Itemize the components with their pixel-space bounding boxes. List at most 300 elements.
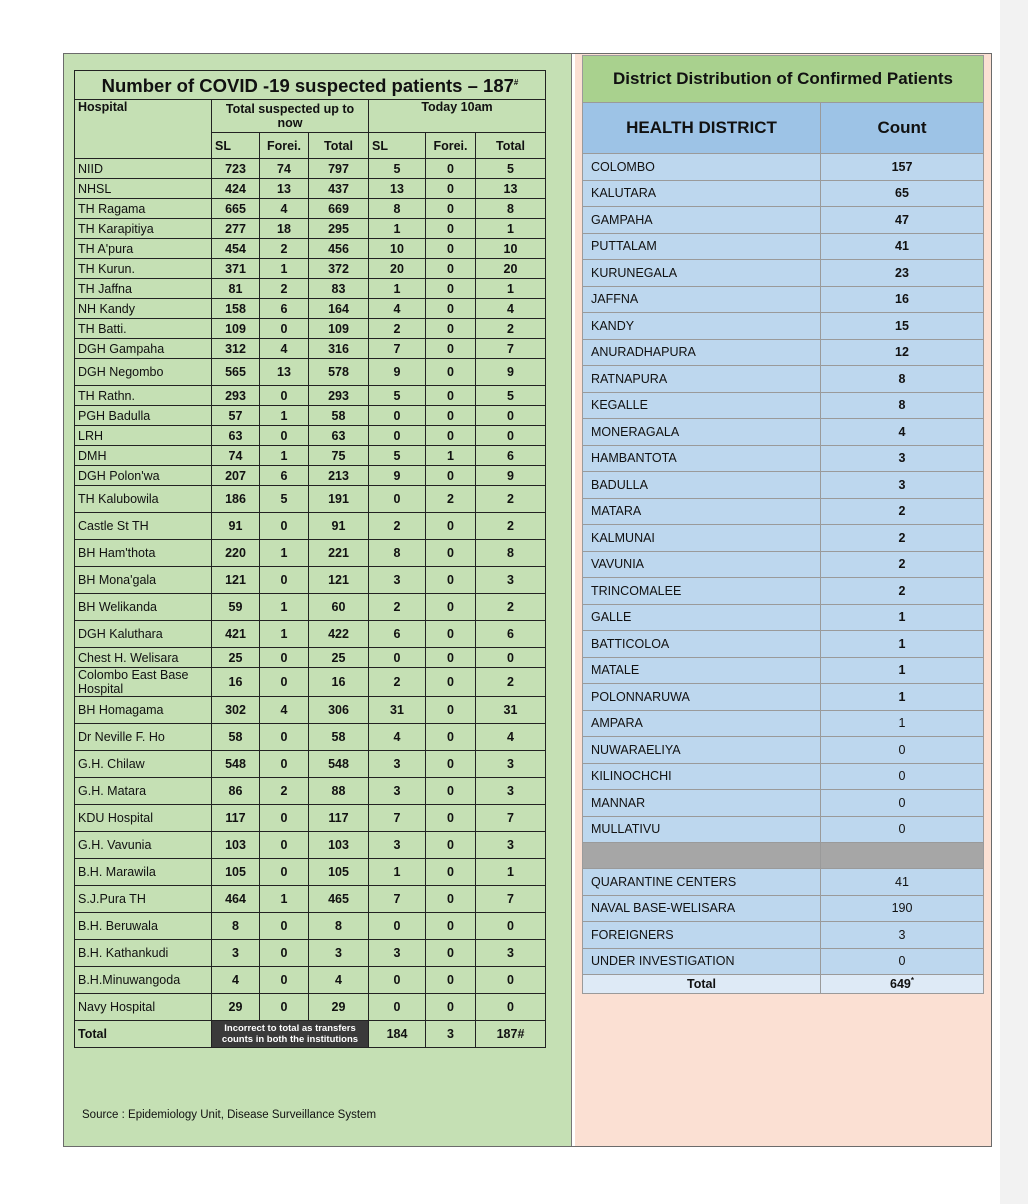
district-row xyxy=(583,286,984,313)
hospital-name: TH Rathn. xyxy=(75,386,212,406)
count-cell: 4 xyxy=(260,697,309,724)
hospital-name: Navy Hospital xyxy=(75,994,212,1021)
count-cell: 0 xyxy=(426,940,476,967)
district-name: AMPARA xyxy=(583,710,821,737)
count-cell: 1 xyxy=(369,859,426,886)
count-cell: 2 xyxy=(260,239,309,259)
count-cell: 1 xyxy=(369,219,426,239)
count-cell: 306 xyxy=(309,697,369,724)
district-count: 8 xyxy=(821,392,984,419)
hospital-row xyxy=(75,199,546,219)
count-cell: 7 xyxy=(369,339,426,359)
count-cell: 6 xyxy=(476,446,546,466)
count-cell: 3 xyxy=(309,940,369,967)
count-cell: 0 xyxy=(260,648,309,668)
count-cell: 0 xyxy=(426,199,476,219)
count-cell: 424 xyxy=(212,179,260,199)
count-cell: 293 xyxy=(212,386,260,406)
district-row xyxy=(583,339,984,366)
count-cell: 0 xyxy=(476,994,546,1021)
count-cell: 109 xyxy=(212,319,260,339)
count-cell: 422 xyxy=(309,621,369,648)
count-cell: 4 xyxy=(369,724,426,751)
count-cell: 1 xyxy=(260,886,309,913)
district-count: 3 xyxy=(821,472,984,499)
count-cell: 8 xyxy=(476,540,546,567)
count-cell: 1 xyxy=(476,279,546,299)
count-cell: 1 xyxy=(476,219,546,239)
district-count: 65 xyxy=(821,180,984,207)
count-cell: 221 xyxy=(309,540,369,567)
hospital-name: BH Mona'gala xyxy=(75,567,212,594)
count-cell: 0 xyxy=(426,648,476,668)
count-cell: 456 xyxy=(309,239,369,259)
count-cell: 117 xyxy=(212,805,260,832)
count-cell: 74 xyxy=(212,446,260,466)
district-name: KANDY xyxy=(583,313,821,340)
hospital-name: TH Karapitiya xyxy=(75,219,212,239)
district-count: 12 xyxy=(821,339,984,366)
count-cell: 2 xyxy=(476,513,546,540)
district-row xyxy=(583,498,984,525)
district-distribution-table xyxy=(582,55,984,994)
district-row xyxy=(583,313,984,340)
count-cell: 372 xyxy=(309,259,369,279)
district-name: FOREIGNERS xyxy=(583,922,821,949)
count-cell: 6 xyxy=(369,621,426,648)
count-cell: 2 xyxy=(369,319,426,339)
separator-cell xyxy=(821,843,984,869)
hospital-name: BH Ham'thota xyxy=(75,540,212,567)
district-name: NUWARAELIYA xyxy=(583,737,821,764)
count-cell: 2 xyxy=(369,668,426,697)
hospital-row xyxy=(75,832,546,859)
count-cell: 0 xyxy=(426,513,476,540)
count-cell: 10 xyxy=(369,239,426,259)
district-count: 16 xyxy=(821,286,984,313)
district-count: 0 xyxy=(821,737,984,764)
hospital-row xyxy=(75,751,546,778)
count-cell: 0 xyxy=(260,832,309,859)
district-name: NAVAL BASE-WELISARA xyxy=(583,895,821,922)
district-row xyxy=(583,419,984,446)
hospital-row xyxy=(75,967,546,994)
count-cell: 464 xyxy=(212,886,260,913)
count-cell: 16 xyxy=(212,668,260,697)
count-cell: 0 xyxy=(260,386,309,406)
district-name: BADULLA xyxy=(583,472,821,499)
count-cell: 9 xyxy=(369,359,426,386)
sub-header-cell: SL xyxy=(212,133,260,159)
count-cell: 1 xyxy=(260,259,309,279)
hospital-row xyxy=(75,426,546,446)
count-cell: 1 xyxy=(260,406,309,426)
district-count: 2 xyxy=(821,525,984,552)
district-row xyxy=(583,737,984,764)
count-cell: 9 xyxy=(369,466,426,486)
count-cell: 2 xyxy=(476,319,546,339)
today-group-header: Today 10am xyxy=(369,100,546,133)
count-cell: 0 xyxy=(426,967,476,994)
district-name: VAVUNIA xyxy=(583,551,821,578)
count-cell: 9 xyxy=(476,359,546,386)
hospital-name: Dr Neville F. Ho xyxy=(75,724,212,751)
count-cell: 316 xyxy=(309,339,369,359)
count-cell: 548 xyxy=(309,751,369,778)
count-cell: 63 xyxy=(212,426,260,446)
count-cell: 2 xyxy=(426,486,476,513)
hospital-name: B.H. Beruwala xyxy=(75,913,212,940)
hospital-name: BH Homagama xyxy=(75,697,212,724)
hospital-row xyxy=(75,940,546,967)
hospital-row xyxy=(75,859,546,886)
count-cell: 5 xyxy=(369,159,426,179)
district-name: BATTICOLOA xyxy=(583,631,821,658)
district-count: 8 xyxy=(821,366,984,393)
sub-header-cell: SL xyxy=(369,133,426,159)
count-cell: 1 xyxy=(369,279,426,299)
count-cell: 83 xyxy=(309,279,369,299)
count-cell: 4 xyxy=(369,299,426,319)
hospital-column-header: Hospital xyxy=(75,100,212,159)
count-cell: 0 xyxy=(426,994,476,1021)
count-cell: 6 xyxy=(476,621,546,648)
hospital-name: TH Kalubowila xyxy=(75,486,212,513)
district-name: KALUTARA xyxy=(583,180,821,207)
count-cell: 3 xyxy=(476,832,546,859)
count-cell: 2 xyxy=(369,594,426,621)
count-cell: 13 xyxy=(260,359,309,386)
count-cell: 31 xyxy=(476,697,546,724)
count-cell: 13 xyxy=(369,179,426,199)
count-cell: 1 xyxy=(426,446,476,466)
district-total-label: Total xyxy=(583,975,821,994)
count-cell: 5 xyxy=(369,446,426,466)
count-cell: 0 xyxy=(369,486,426,513)
count-cell: 548 xyxy=(212,751,260,778)
hospital-row xyxy=(75,446,546,466)
hospital-name: G.H. Matara xyxy=(75,778,212,805)
hospital-name: TH Batti. xyxy=(75,319,212,339)
sub-header-cell: Forei. xyxy=(426,133,476,159)
district-row xyxy=(583,551,984,578)
count-cell: 2 xyxy=(476,668,546,697)
hospital-row xyxy=(75,299,546,319)
count-cell: 3 xyxy=(369,567,426,594)
count-cell: 0 xyxy=(426,279,476,299)
other-category-row xyxy=(583,895,984,922)
count-cell: 88 xyxy=(309,778,369,805)
district-count: 41 xyxy=(821,233,984,260)
count-cell: 2 xyxy=(476,594,546,621)
count-cell: 20 xyxy=(476,259,546,279)
count-cell: 0 xyxy=(426,594,476,621)
hospital-name: KDU Hospital xyxy=(75,805,212,832)
district-row xyxy=(583,578,984,605)
count-cell: 57 xyxy=(212,406,260,426)
hospital-row xyxy=(75,386,546,406)
count-cell: 59 xyxy=(212,594,260,621)
count-cell: 0 xyxy=(369,967,426,994)
count-cell: 7 xyxy=(369,805,426,832)
district-count: 190 xyxy=(821,895,984,922)
sub-header-cell: Total xyxy=(309,133,369,159)
hospital-name: DGH Negombo xyxy=(75,359,212,386)
district-name: GAMPAHA xyxy=(583,207,821,234)
count-cell: 0 xyxy=(426,426,476,446)
count-cell: 421 xyxy=(212,621,260,648)
count-cell: 75 xyxy=(309,446,369,466)
district-count: 1 xyxy=(821,657,984,684)
district-name: MANNAR xyxy=(583,790,821,817)
separator-row xyxy=(583,843,984,869)
hospital-row xyxy=(75,778,546,805)
count-cell: 293 xyxy=(309,386,369,406)
count-cell: 0 xyxy=(426,299,476,319)
count-cell: 0 xyxy=(476,967,546,994)
count-cell: 4 xyxy=(260,199,309,219)
count-cell: 8 xyxy=(369,199,426,219)
health-district-column-header: HEALTH DISTRICT xyxy=(583,103,821,154)
count-cell: 3 xyxy=(369,940,426,967)
district-name: TRINCOMALEE xyxy=(583,578,821,605)
hospital-name: DGH Gampaha xyxy=(75,339,212,359)
count-cell: 0 xyxy=(426,179,476,199)
count-cell: 158 xyxy=(212,299,260,319)
district-count: 1 xyxy=(821,604,984,631)
count-cell: 121 xyxy=(212,567,260,594)
district-name: ANURADHAPURA xyxy=(583,339,821,366)
district-row xyxy=(583,180,984,207)
count-cell: 0 xyxy=(426,832,476,859)
count-cell: 0 xyxy=(260,513,309,540)
count-cell: 0 xyxy=(369,994,426,1021)
count-cell: 9 xyxy=(476,466,546,486)
count-cell: 0 xyxy=(260,967,309,994)
count-cell: 0 xyxy=(426,886,476,913)
district-row xyxy=(583,710,984,737)
district-row xyxy=(583,790,984,817)
district-row xyxy=(583,366,984,393)
count-cell: 207 xyxy=(212,466,260,486)
count-cell: 0 xyxy=(426,697,476,724)
district-count: 0 xyxy=(821,763,984,790)
count-cell: 0 xyxy=(260,724,309,751)
count-cell: 81 xyxy=(212,279,260,299)
hospital-name: LRH xyxy=(75,426,212,446)
suspected-patients-table-container xyxy=(74,70,545,1048)
count-cell: 0 xyxy=(426,319,476,339)
count-cell: 1 xyxy=(260,446,309,466)
count-cell: 6 xyxy=(260,299,309,319)
count-cell: 0 xyxy=(260,940,309,967)
count-cell: 0 xyxy=(426,859,476,886)
district-name: KEGALLE xyxy=(583,392,821,419)
count-cell: 86 xyxy=(212,778,260,805)
count-cell: 4 xyxy=(476,724,546,751)
count-cell: 465 xyxy=(309,886,369,913)
count-cell: 0 xyxy=(476,913,546,940)
total-note: Incorrect to total as transfers counts in both the institutions xyxy=(212,1021,369,1048)
district-name: RATNAPURA xyxy=(583,366,821,393)
hospital-row xyxy=(75,279,546,299)
count-cell: 312 xyxy=(212,339,260,359)
count-cell: 3 xyxy=(476,567,546,594)
hospital-row xyxy=(75,668,546,697)
count-cell: 0 xyxy=(426,540,476,567)
count-cell: 13 xyxy=(260,179,309,199)
count-cell: 0 xyxy=(260,319,309,339)
sub-header-cell: Forei. xyxy=(260,133,309,159)
district-total-value: 649* xyxy=(821,975,984,994)
count-cell: 0 xyxy=(426,805,476,832)
count-cell: 669 xyxy=(309,199,369,219)
hospital-name: DMH xyxy=(75,446,212,466)
hospital-row xyxy=(75,540,546,567)
count-cell: 60 xyxy=(309,594,369,621)
district-name: QUARANTINE CENTERS xyxy=(583,869,821,896)
count-cell: 0 xyxy=(426,359,476,386)
count-cell: 0 xyxy=(260,859,309,886)
hospital-name: DGH Kaluthara xyxy=(75,621,212,648)
count-cell: 0 xyxy=(260,567,309,594)
count-cell: 25 xyxy=(212,648,260,668)
district-count: 0 xyxy=(821,816,984,843)
district-count: 23 xyxy=(821,260,984,287)
suspected-table-title: Number of COVID -19 suspected patients – 187# xyxy=(75,71,546,100)
hospital-row xyxy=(75,359,546,386)
count-cell: 7 xyxy=(476,805,546,832)
count-cell: 3 xyxy=(212,940,260,967)
count-cell: 105 xyxy=(212,859,260,886)
district-row xyxy=(583,233,984,260)
count-cell: 0 xyxy=(426,751,476,778)
count-cell: 454 xyxy=(212,239,260,259)
hospital-name: TH Kurun. xyxy=(75,259,212,279)
count-cell: 0 xyxy=(426,567,476,594)
count-cell: 0 xyxy=(426,406,476,426)
hospital-row xyxy=(75,567,546,594)
count-cell: 117 xyxy=(309,805,369,832)
count-cell: 103 xyxy=(309,832,369,859)
count-cell: 4 xyxy=(260,339,309,359)
count-cell: 0 xyxy=(426,339,476,359)
count-cell: 58 xyxy=(309,406,369,426)
hospital-row xyxy=(75,994,546,1021)
hospital-name: B.H. Kathankudi xyxy=(75,940,212,967)
count-cell: 302 xyxy=(212,697,260,724)
count-cell: 277 xyxy=(212,219,260,239)
count-cell: 1 xyxy=(260,594,309,621)
hospital-row xyxy=(75,406,546,426)
count-cell: 20 xyxy=(369,259,426,279)
count-cell: 1 xyxy=(476,859,546,886)
hospital-name: TH Ragama xyxy=(75,199,212,219)
district-count: 3 xyxy=(821,445,984,472)
district-name: PUTTALAM xyxy=(583,233,821,260)
other-category-row xyxy=(583,869,984,896)
hospital-row xyxy=(75,466,546,486)
district-count: 47 xyxy=(821,207,984,234)
district-total-row xyxy=(583,975,984,994)
count-cell: 0 xyxy=(260,751,309,778)
count-cell: 2 xyxy=(369,513,426,540)
count-cell: 0 xyxy=(476,648,546,668)
count-cell: 3 xyxy=(369,832,426,859)
count-cell: 2 xyxy=(260,279,309,299)
count-cell: 4 xyxy=(476,299,546,319)
district-name: KURUNEGALA xyxy=(583,260,821,287)
count-cell: 0 xyxy=(426,466,476,486)
hospital-name: Castle St TH xyxy=(75,513,212,540)
count-column-header: Count xyxy=(821,103,984,154)
count-cell: 0 xyxy=(369,913,426,940)
hospital-name: DGH Polon'wa xyxy=(75,466,212,486)
count-cell: 3 xyxy=(476,778,546,805)
count-cell: 1 xyxy=(260,621,309,648)
count-cell: 109 xyxy=(309,319,369,339)
hospital-row xyxy=(75,259,546,279)
count-cell: 0 xyxy=(260,426,309,446)
district-count: 2 xyxy=(821,498,984,525)
hospital-name: G.H. Vavunia xyxy=(75,832,212,859)
count-cell: 0 xyxy=(369,426,426,446)
hospital-name: TH A'pura xyxy=(75,239,212,259)
count-cell: 0 xyxy=(369,406,426,426)
hospital-row xyxy=(75,886,546,913)
hospital-row xyxy=(75,724,546,751)
hospital-row xyxy=(75,805,546,832)
count-cell: 186 xyxy=(212,486,260,513)
hospital-name: BH Welikanda xyxy=(75,594,212,621)
district-count: 0 xyxy=(821,948,984,975)
separator-cell xyxy=(583,843,821,869)
district-row xyxy=(583,657,984,684)
count-cell: 8 xyxy=(369,540,426,567)
count-cell: 7 xyxy=(476,339,546,359)
count-cell: 13 xyxy=(476,179,546,199)
hospital-name: PGH Badulla xyxy=(75,406,212,426)
count-cell: 29 xyxy=(212,994,260,1021)
hospital-name: NH Kandy xyxy=(75,299,212,319)
sub-header-cell: Total xyxy=(476,133,546,159)
count-cell: 31 xyxy=(369,697,426,724)
hospital-name: B.H. Marawila xyxy=(75,859,212,886)
district-row xyxy=(583,260,984,287)
hospital-row xyxy=(75,697,546,724)
district-row xyxy=(583,207,984,234)
count-cell: 665 xyxy=(212,199,260,219)
count-cell: 0 xyxy=(426,259,476,279)
other-category-row xyxy=(583,948,984,975)
count-cell: 103 xyxy=(212,832,260,859)
hospital-name: NHSL xyxy=(75,179,212,199)
count-cell: 0 xyxy=(426,386,476,406)
district-row xyxy=(583,392,984,419)
count-cell: 0 xyxy=(260,668,309,697)
hospital-name: G.H. Chilaw xyxy=(75,751,212,778)
district-row xyxy=(583,763,984,790)
count-cell: 0 xyxy=(426,668,476,697)
district-name: HAMBANTOTA xyxy=(583,445,821,472)
count-cell: 0 xyxy=(426,219,476,239)
count-cell: 0 xyxy=(426,159,476,179)
hospital-row xyxy=(75,594,546,621)
count-cell: 0 xyxy=(260,805,309,832)
hospital-row xyxy=(75,239,546,259)
count-cell: 3 xyxy=(369,751,426,778)
total-today-cell: 187# xyxy=(476,1021,546,1048)
